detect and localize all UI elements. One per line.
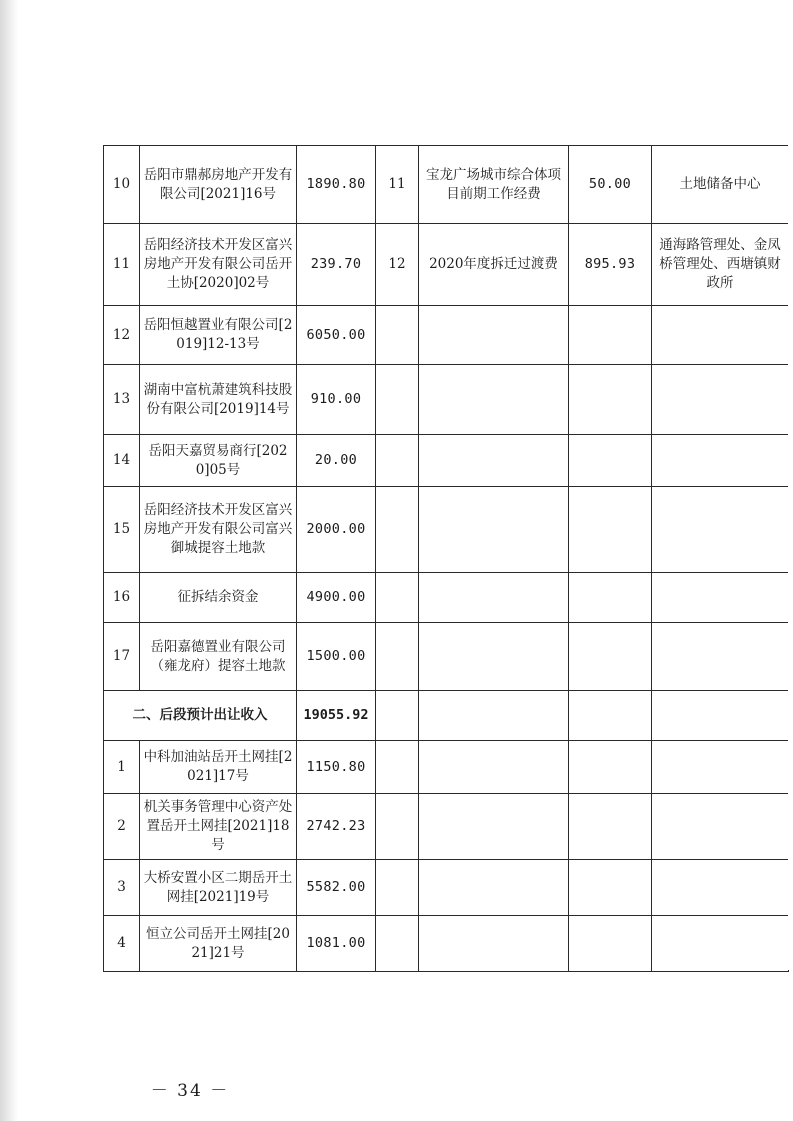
right-expense-item xyxy=(419,306,569,365)
left-project-name: 岳阳经济技术开发区富兴房地产开发有限公司岳开土协[2020]02号 xyxy=(140,224,297,306)
left-row-number: 17 xyxy=(104,623,140,691)
page-right-margin xyxy=(788,140,793,970)
left-amount: 2000.00 xyxy=(297,487,376,573)
left-project-name: 岳阳市鼎郝房地产开发有限公司[2021]16号 xyxy=(140,146,297,224)
right-expense-item xyxy=(419,365,569,435)
table-row xyxy=(104,623,789,691)
right-amount xyxy=(569,365,652,435)
right-unit xyxy=(652,623,789,691)
right-row-number: 12 xyxy=(376,224,419,306)
right-unit xyxy=(652,365,789,435)
right-expense-item xyxy=(419,487,569,573)
left-project-name: 岳阳嘉德置业有限公司（雍龙府）提容土地款 xyxy=(140,623,297,691)
left-project-name: 征拆结余资金 xyxy=(140,573,297,623)
left-row-number: 13 xyxy=(104,365,140,435)
right-row-number xyxy=(376,573,419,623)
empty-cell xyxy=(419,794,569,860)
table-row xyxy=(104,365,789,435)
empty-cell xyxy=(652,794,789,860)
right-unit: 土地储备中心 xyxy=(652,146,789,224)
left-row-number: 1 xyxy=(104,741,140,794)
empty-cell xyxy=(652,916,789,972)
right-unit xyxy=(652,435,789,487)
table-row xyxy=(104,306,789,365)
right-expense-item xyxy=(419,435,569,487)
right-expense-item xyxy=(419,573,569,623)
right-expense-item: 2020年度拆迁过渡费 xyxy=(419,224,569,306)
right-amount xyxy=(569,487,652,573)
empty-cell xyxy=(569,741,652,794)
left-project-name: 中科加油站岳开土网挂[2021]17号 xyxy=(140,741,297,794)
right-amount: 50.00 xyxy=(569,146,652,224)
right-row-number xyxy=(376,365,419,435)
empty-cell xyxy=(419,741,569,794)
right-row-number: 11 xyxy=(376,146,419,224)
right-unit: 通海路管理处、金凤桥管理处、西塘镇财政所 xyxy=(652,224,789,306)
left-amount: 1150.80 xyxy=(297,741,376,794)
empty-cell xyxy=(376,860,419,916)
left-row-number: 11 xyxy=(104,224,140,306)
left-row-number: 12 xyxy=(104,306,140,365)
empty-cell xyxy=(419,691,569,741)
table-row xyxy=(104,146,789,224)
left-project-name: 机关事务管理中心资产处置岳开土网挂[2021]18号 xyxy=(140,794,297,860)
left-row-number: 16 xyxy=(104,573,140,623)
table-row xyxy=(104,435,789,487)
left-project-name: 岳阳天嘉贸易商行[2020]05号 xyxy=(140,435,297,487)
empty-cell xyxy=(376,691,419,741)
empty-cell xyxy=(376,741,419,794)
left-amount: 4900.00 xyxy=(297,573,376,623)
right-amount xyxy=(569,435,652,487)
right-unit xyxy=(652,573,789,623)
left-amount: 20.00 xyxy=(297,435,376,487)
page-edge-shadow xyxy=(0,0,18,1121)
left-row-number: 10 xyxy=(104,146,140,224)
right-expense-item: 宝龙广场城市综合体项目前期工作经费 xyxy=(419,146,569,224)
budget-table xyxy=(103,145,789,972)
section-title: 二、后段预计出让收入 xyxy=(104,691,297,741)
empty-cell xyxy=(569,860,652,916)
empty-cell xyxy=(569,794,652,860)
table-row xyxy=(104,916,789,972)
section-row xyxy=(104,691,789,741)
empty-cell xyxy=(376,916,419,972)
left-project-name: 大桥安置小区二期岳开土网挂[2021]19号 xyxy=(140,860,297,916)
table-row xyxy=(104,794,789,860)
right-unit xyxy=(652,306,789,365)
empty-cell xyxy=(569,691,652,741)
left-amount: 1890.80 xyxy=(297,146,376,224)
left-project-name: 恒立公司岳开土网挂[2021]21号 xyxy=(140,916,297,972)
table-row xyxy=(104,487,789,573)
right-unit xyxy=(652,487,789,573)
right-row-number xyxy=(376,306,419,365)
table-row xyxy=(104,224,789,306)
table-row xyxy=(104,860,789,916)
table-row xyxy=(104,741,789,794)
right-row-number xyxy=(376,435,419,487)
right-amount: 895.93 xyxy=(569,224,652,306)
left-amount: 910.00 xyxy=(297,365,376,435)
right-amount xyxy=(569,623,652,691)
left-row-number: 2 xyxy=(104,794,140,860)
page-number: － 34 － xyxy=(150,1081,230,1101)
left-row-number: 14 xyxy=(104,435,140,487)
left-amount: 2742.23 xyxy=(297,794,376,860)
right-row-number xyxy=(376,623,419,691)
empty-cell xyxy=(652,741,789,794)
left-amount: 1500.00 xyxy=(297,623,376,691)
left-project-name: 岳阳恒越置业有限公司[2019]12-13号 xyxy=(140,306,297,365)
empty-cell xyxy=(652,691,789,741)
left-amount: 239.70 xyxy=(297,224,376,306)
left-amount: 6050.00 xyxy=(297,306,376,365)
empty-cell xyxy=(652,860,789,916)
right-amount xyxy=(569,573,652,623)
left-row-number: 3 xyxy=(104,860,140,916)
left-amount: 5582.00 xyxy=(297,860,376,916)
right-expense-item xyxy=(419,623,569,691)
left-row-number: 4 xyxy=(104,916,140,972)
empty-cell xyxy=(419,916,569,972)
table-row xyxy=(104,573,789,623)
left-project-name: 湖南中富杭萧建筑科技股份有限公司[2019]14号 xyxy=(140,365,297,435)
left-row-number: 15 xyxy=(104,487,140,573)
empty-cell xyxy=(376,794,419,860)
right-row-number xyxy=(376,487,419,573)
left-project-name: 岳阳经济技术开发区富兴房地产开发有限公司富兴御城提容土地款 xyxy=(140,487,297,573)
left-amount: 1081.00 xyxy=(297,916,376,972)
empty-cell xyxy=(419,860,569,916)
right-amount xyxy=(569,306,652,365)
empty-cell xyxy=(569,916,652,972)
section-amount: 19055.92 xyxy=(297,691,376,741)
